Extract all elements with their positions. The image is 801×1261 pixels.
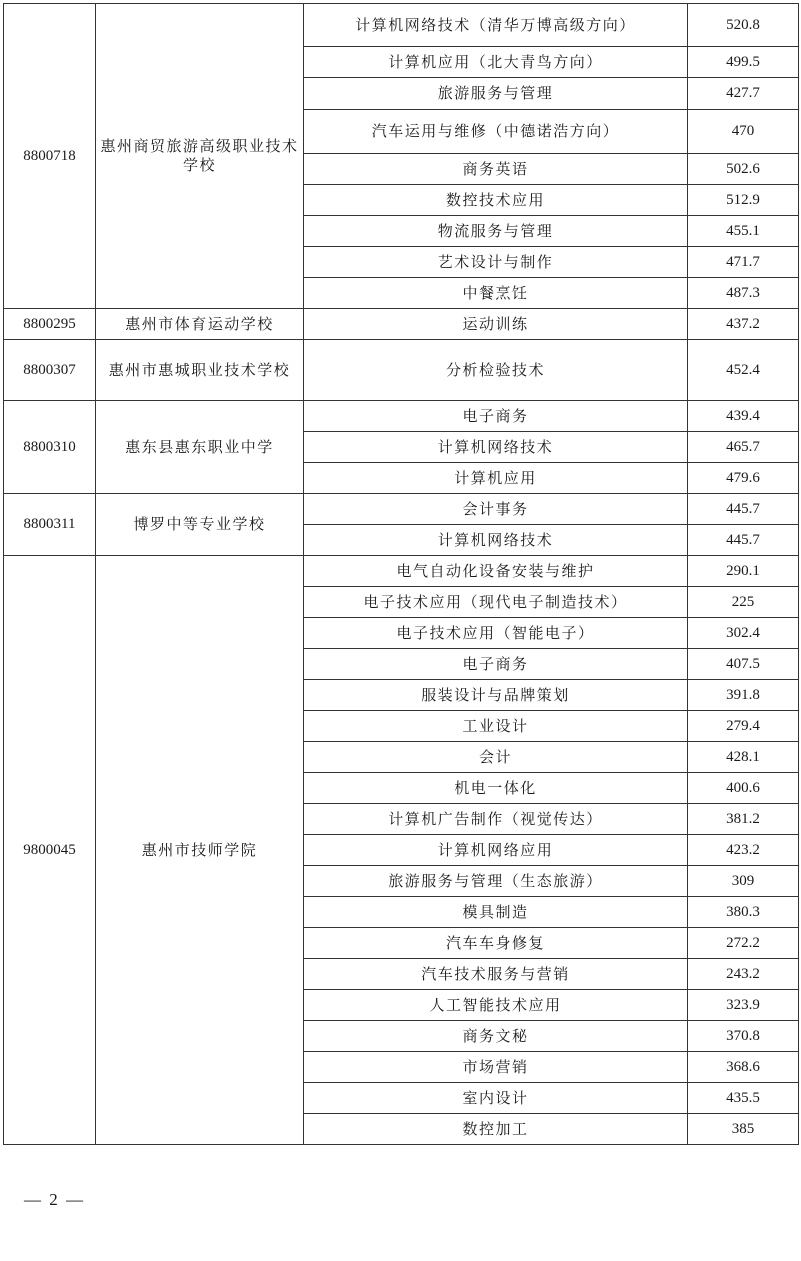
school-code: 8800311 [4,494,96,556]
school-name: 惠州市惠城职业技术学校 [96,340,304,401]
major-name: 电子技术应用（现代电子制造技术） [304,587,688,618]
score-value: 427.7 [688,78,799,110]
score-value: 437.2 [688,309,799,340]
major-name: 计算机广告制作（视觉传达） [304,804,688,835]
page-number: — 2 — [24,1190,85,1209]
score-value: 445.7 [688,494,799,525]
table-row [4,309,799,340]
score-value: 290.1 [688,556,799,587]
major-name: 计算机网络技术 [304,432,688,463]
score-value: 479.6 [688,463,799,494]
major-name: 艺术设计与制作 [304,247,688,278]
score-value: 368.6 [688,1052,799,1083]
major-name: 会计 [304,742,688,773]
table-row [4,494,799,525]
major-name: 汽车技术服务与营销 [304,959,688,990]
major-name: 数控技术应用 [304,185,688,216]
major-name: 分析检验技术 [304,340,688,401]
major-name: 计算机应用 [304,463,688,494]
table-row [4,340,799,401]
school-name: 惠州市体育运动学校 [96,309,304,340]
score-value: 391.8 [688,680,799,711]
major-name: 工业设计 [304,711,688,742]
major-name: 市场营销 [304,1052,688,1083]
score-value: 435.5 [688,1083,799,1114]
score-value: 471.7 [688,247,799,278]
major-name: 汽车运用与维修（中德诺浩方向） [304,110,688,154]
score-value: 452.4 [688,340,799,401]
major-name: 商务英语 [304,154,688,185]
score-value: 309 [688,866,799,897]
major-name: 机电一体化 [304,773,688,804]
admission-score-table [3,3,799,1145]
major-name: 计算机网络技术 [304,525,688,556]
score-value: 423.2 [688,835,799,866]
major-name: 电气自动化设备安装与维护 [304,556,688,587]
table-body [4,4,799,1145]
score-value: 323.9 [688,990,799,1021]
score-value: 487.3 [688,278,799,309]
score-value: 279.4 [688,711,799,742]
major-name: 中餐烹饪 [304,278,688,309]
table-row [4,556,799,587]
major-name: 模具制造 [304,897,688,928]
score-value: 520.8 [688,4,799,47]
table-row [4,4,799,47]
school-name: 惠东县惠东职业中学 [96,401,304,494]
major-name: 物流服务与管理 [304,216,688,247]
score-value: 499.5 [688,47,799,78]
major-name: 人工智能技术应用 [304,990,688,1021]
score-value: 385 [688,1114,799,1145]
score-value: 381.2 [688,804,799,835]
school-name: 惠州商贸旅游高级职业技术学校 [96,4,304,309]
score-value: 455.1 [688,216,799,247]
school-code: 8800295 [4,309,96,340]
score-value: 502.6 [688,154,799,185]
major-name: 旅游服务与管理 [304,78,688,110]
major-name: 计算机网络应用 [304,835,688,866]
score-value: 428.1 [688,742,799,773]
score-value: 407.5 [688,649,799,680]
score-value: 243.2 [688,959,799,990]
major-name: 计算机网络技术（清华万博高级方向） [304,4,688,47]
table-row [4,401,799,432]
major-name: 运动训练 [304,309,688,340]
school-name: 惠州市技师学院 [96,556,304,1145]
school-name: 博罗中等专业学校 [96,494,304,556]
score-value: 302.4 [688,618,799,649]
score-value: 225 [688,587,799,618]
major-name: 室内设计 [304,1083,688,1114]
major-name: 电子商务 [304,401,688,432]
major-name: 电子技术应用（智能电子） [304,618,688,649]
major-name: 会计事务 [304,494,688,525]
score-value: 380.3 [688,897,799,928]
major-name: 汽车车身修复 [304,928,688,959]
major-name: 服装设计与品牌策划 [304,680,688,711]
major-name: 计算机应用（北大青鸟方向） [304,47,688,78]
score-value: 445.7 [688,525,799,556]
score-value: 439.4 [688,401,799,432]
school-code: 8800310 [4,401,96,494]
major-name: 商务文秘 [304,1021,688,1052]
major-name: 电子商务 [304,649,688,680]
school-code: 8800718 [4,4,96,309]
score-value: 272.2 [688,928,799,959]
score-value: 370.8 [688,1021,799,1052]
score-value: 512.9 [688,185,799,216]
score-value: 465.7 [688,432,799,463]
school-code: 9800045 [4,556,96,1145]
score-value: 470 [688,110,799,154]
score-value: 400.6 [688,773,799,804]
school-code: 8800307 [4,340,96,401]
major-name: 数控加工 [304,1114,688,1145]
major-name: 旅游服务与管理（生态旅游） [304,866,688,897]
